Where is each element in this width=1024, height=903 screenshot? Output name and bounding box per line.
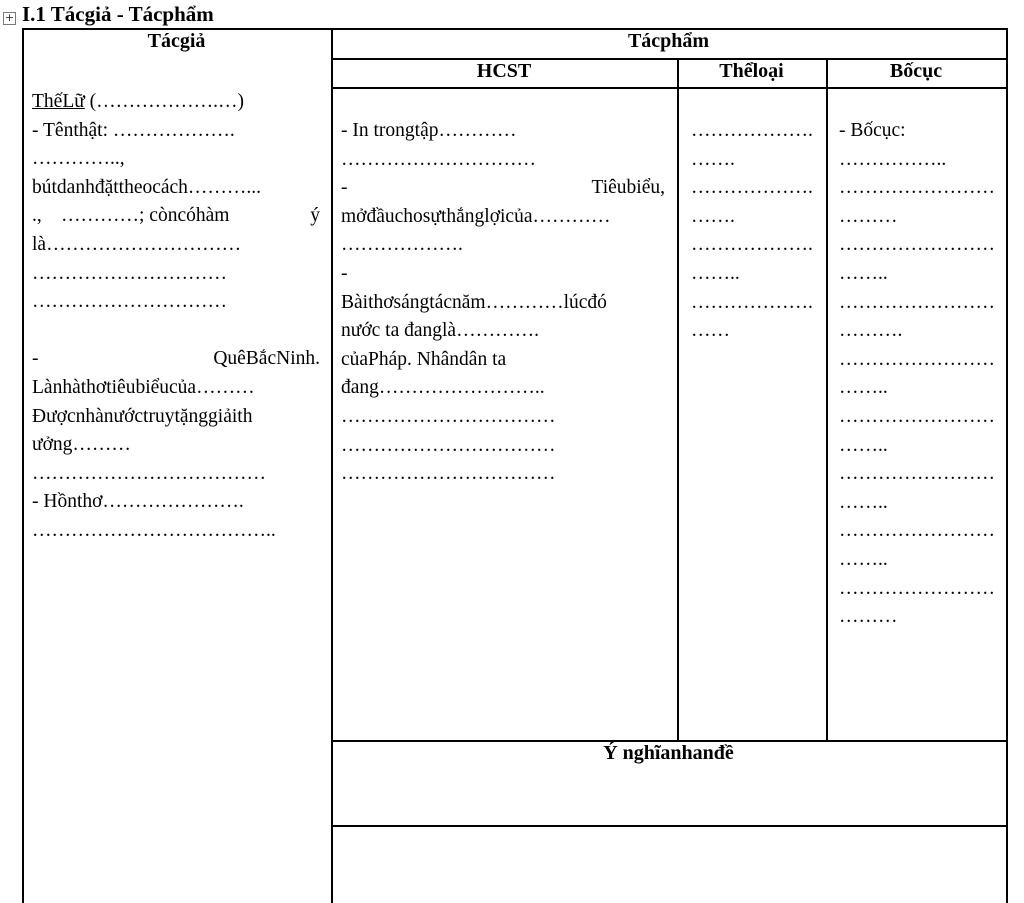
hcst-line: đang…………………….. [341, 377, 545, 399]
layout-line: …………………… [839, 405, 995, 427]
author-line: - Hồnthơ…………………. [32, 491, 244, 513]
layout-line: …….. [839, 434, 888, 456]
hcst-line: củaPháp. Nhândân ta [341, 348, 507, 370]
table-right-border [1006, 28, 1008, 903]
layout-line: …………………… [839, 348, 995, 370]
layout-line: …………………… [839, 463, 995, 485]
column-divider-hcst [677, 58, 679, 740]
header-genre: Thểloại [719, 60, 784, 82]
header-work: Tácphẩm [627, 30, 710, 52]
hcst-line: Bàithơsángtácnăm…………lúcđó [341, 291, 607, 313]
author-line: Đượcnhànướctruytặnggiảith [32, 405, 253, 427]
author-line: bútdanhđặttheocách………... [32, 176, 262, 198]
layout-line: …………………… [839, 291, 995, 313]
hcst-line: mởđầuchosựthắnglợicủa………… [341, 205, 611, 227]
header-hcst: HCST [476, 60, 532, 82]
layout-line: …………………… [839, 234, 995, 256]
author-line: ……………………………… [32, 462, 266, 484]
genre-line: ………………. [691, 234, 813, 256]
hcst-line: …………………………… [341, 434, 556, 456]
author-line: là………………………… [32, 233, 242, 255]
layout-line: …….. [839, 262, 888, 284]
author-cell [32, 88, 322, 546]
header-meaning: Ý nghĩanhanđề [603, 742, 734, 764]
layout-line: …….. [839, 491, 888, 513]
author-line-part: ., [32, 205, 42, 227]
layout-line: ……… [839, 606, 898, 628]
genre-cell [691, 117, 821, 346]
author-line-part: …………; còncóhàm [61, 205, 230, 227]
header-author: Tácgiả [147, 30, 206, 52]
layout-line: - Bốcục: [839, 120, 906, 141]
header-layout: Bốcục [889, 60, 943, 82]
hcst-cell [341, 117, 669, 489]
hcst-line [341, 174, 669, 203]
next-row-cell[interactable] [333, 827, 1005, 903]
author-line: ……………………………….. [32, 519, 276, 541]
hcst-line: …………………………… [341, 405, 556, 427]
hcst-line: - [341, 262, 348, 284]
layout-line: …….. [839, 548, 888, 570]
header-divider-2 [331, 87, 1008, 89]
author-line-part: - [32, 348, 39, 370]
genre-line: ………………. [691, 177, 813, 199]
column-divider-genre [826, 58, 828, 740]
author-line: ………….., [32, 148, 125, 170]
author-line: ………………………… [32, 291, 227, 313]
genre-line: …… [691, 320, 730, 342]
author-line: ………………………… [32, 262, 227, 284]
author-blank-line [32, 317, 322, 346]
table-move-handle[interactable]: + [4, 11, 15, 24]
hcst-line: nước ta đanglà…………. [341, 320, 539, 342]
genre-line: ……. [691, 205, 735, 227]
hcst-line-part: Tiêubiểu, [591, 177, 665, 199]
genre-line: ………………. [691, 291, 813, 313]
author-line [32, 202, 322, 231]
hcst-line-part: - [341, 177, 348, 199]
genre-line: ………………. [691, 120, 813, 141]
author-line: Lànhàthơtiêubiểucủa……… [32, 376, 255, 398]
hcst-line: …………………………… [341, 463, 556, 485]
author-line [32, 345, 322, 374]
section-title: I.1 Tácgiả - Tácphẩm [22, 2, 214, 26]
layout-line: ……… [839, 205, 898, 227]
author-name: ThếLữ [32, 91, 85, 112]
layout-cell [839, 117, 1001, 632]
author-line: ưởng……… [32, 434, 131, 456]
layout-line: …………………… [839, 520, 995, 542]
layout-line: …………………… [839, 577, 995, 599]
author-line-part: ý [310, 205, 320, 227]
layout-line: …………………… [839, 177, 995, 199]
hcst-line: ………………………… [341, 148, 536, 170]
hcst-line: ………………. [341, 234, 463, 256]
layout-line: …………….. [839, 148, 947, 170]
author-name-blank: (……………….…) [84, 91, 245, 112]
genre-line: ……. [691, 148, 735, 170]
hcst-line: - In trongtập………… [341, 120, 517, 141]
genre-line: …….. [691, 262, 740, 284]
layout-line: ………. [839, 320, 903, 342]
author-cell-empty-area[interactable] [24, 600, 330, 903]
author-line: - Tênthật: ………………. [32, 119, 235, 141]
meaning-content-cell[interactable] [333, 768, 1005, 824]
author-line-part: QuêBắcNinh. [213, 348, 320, 370]
layout-line: …….. [839, 377, 888, 399]
